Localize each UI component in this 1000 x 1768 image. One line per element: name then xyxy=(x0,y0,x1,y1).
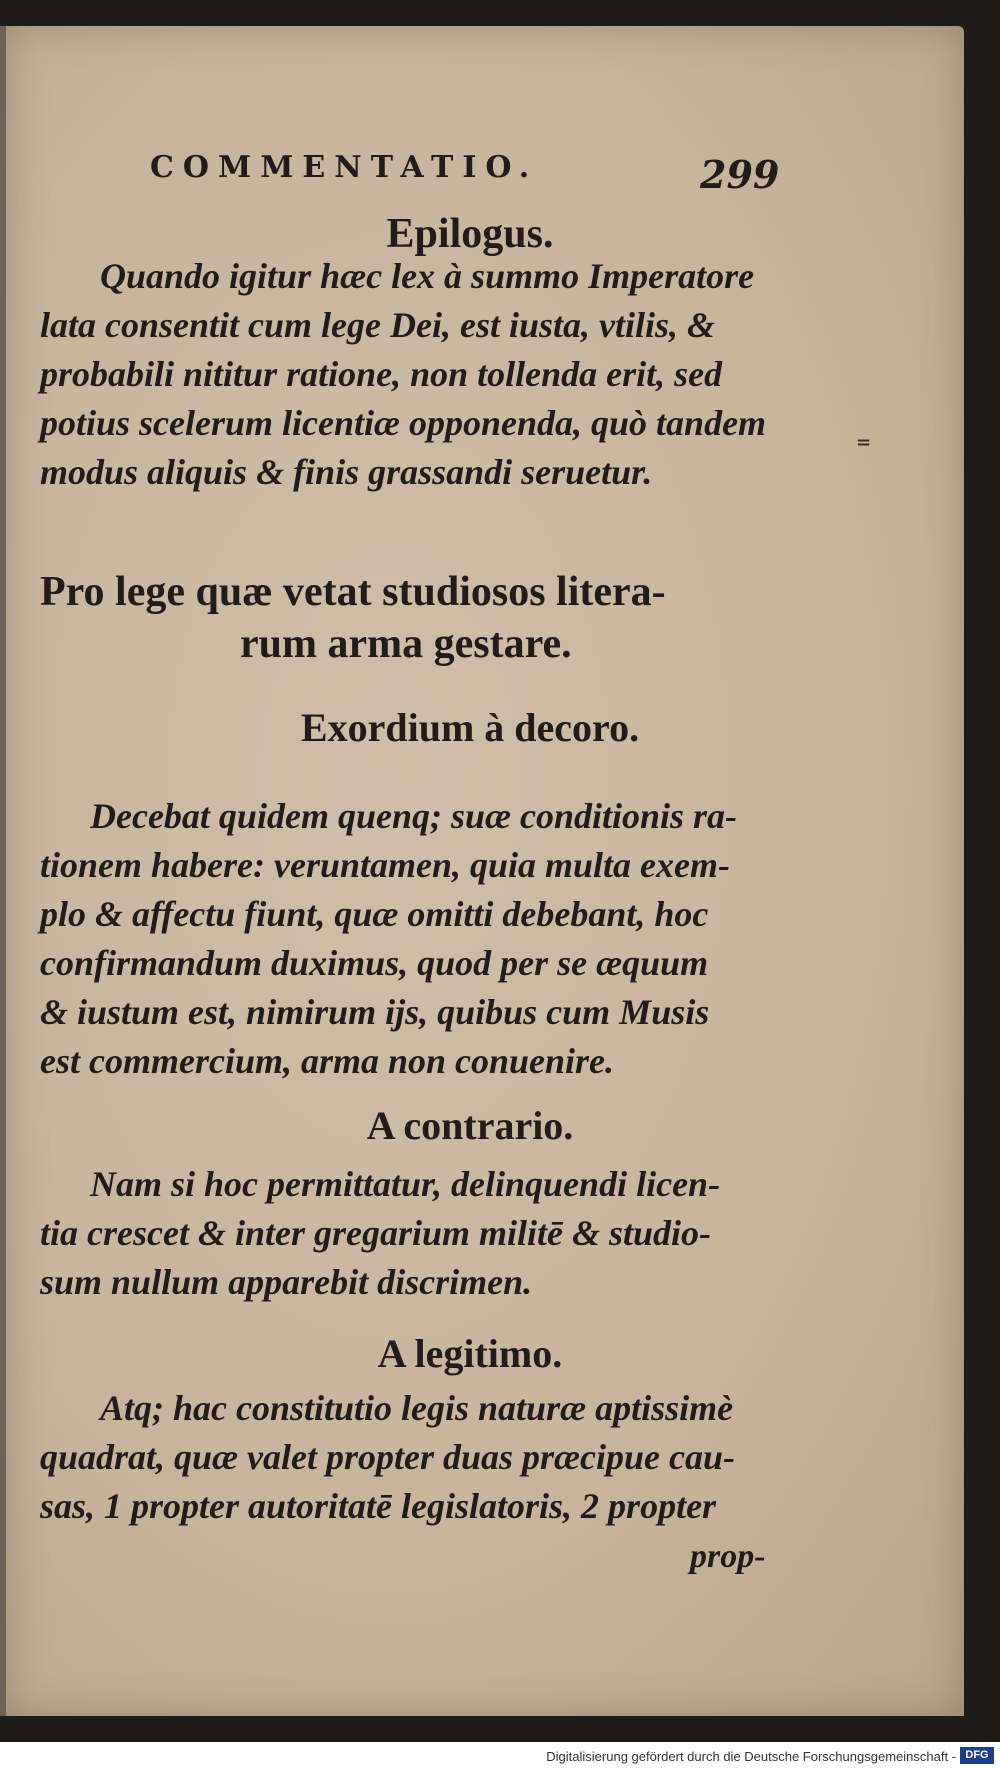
text-line: confirmandum duximus, quod per se æquum xyxy=(40,943,709,983)
text-line: est commercium, arma non conuenire. xyxy=(40,1041,615,1081)
text-line: Quando igitur hæc lex à summo Imperatore xyxy=(100,256,755,296)
text-line: potius scelerum licentiæ opponenda, quò tandem xyxy=(40,403,767,443)
contrario-paragraph xyxy=(40,1160,760,1307)
margin-mark: = xyxy=(856,432,872,453)
section-title xyxy=(40,566,760,670)
text-line: plo & affectu fiunt, quæ omitti debebant, hoc xyxy=(40,894,709,934)
text-line: Atq; hac constitutio legis naturæ aptissimè xyxy=(100,1388,734,1428)
text-line: probabili nititur ratione, non tollenda erit, sed xyxy=(40,354,723,394)
dfg-logo-icon: DFG xyxy=(960,1747,994,1764)
legitimo-paragraph xyxy=(40,1384,760,1531)
text-line: sas, 1 propter autoritatē legislatoris, 2 propter xyxy=(40,1486,717,1526)
page-number: 299 xyxy=(700,152,780,197)
title-line: rum arma gestare. xyxy=(240,621,572,667)
title-line: Pro lege quæ vetat studiosos litera- xyxy=(40,569,666,615)
text-line: Decebat quidem quenq; suæ conditionis ra- xyxy=(90,796,738,836)
text-line: modus aliquis & finis grassandi seruetur. xyxy=(40,452,653,492)
text-line: Nam si hoc permittatur, delinquendi licen- xyxy=(90,1164,721,1204)
catchword: prop- xyxy=(690,1538,766,1575)
footer-credit: Digitalisierung gefördert durch die Deutsche Forschungsgemeinschaft - xyxy=(546,1749,956,1764)
exordium-paragraph xyxy=(40,792,760,1086)
epilogus-paragraph xyxy=(40,252,767,497)
contrario-heading: A contrario. xyxy=(366,1103,574,1148)
text-line: tionem habere: veruntamen, quia multa exem- xyxy=(40,845,730,885)
text-line: lata consentit cum lege Dei, est iusta, vtilis, & xyxy=(40,305,715,345)
text-line: & iustum est, nimirum ijs, quibus cum Musis xyxy=(40,992,710,1032)
legitimo-heading: A legitimo. xyxy=(377,1331,563,1376)
text-line: sum nullum apparebit discrimen. xyxy=(40,1262,533,1302)
text-line: tia crescet & inter gregarium militē & studio- xyxy=(40,1213,711,1253)
text-line: quadrat, quæ valet propter duas præcipue cau- xyxy=(40,1437,736,1477)
exordium-heading: Exordium à decoro. xyxy=(300,705,640,750)
running-head: COMMENTATIO. xyxy=(150,150,539,185)
epilogus-heading: Epilogus. xyxy=(386,211,554,257)
footer-bar xyxy=(0,1742,1000,1768)
